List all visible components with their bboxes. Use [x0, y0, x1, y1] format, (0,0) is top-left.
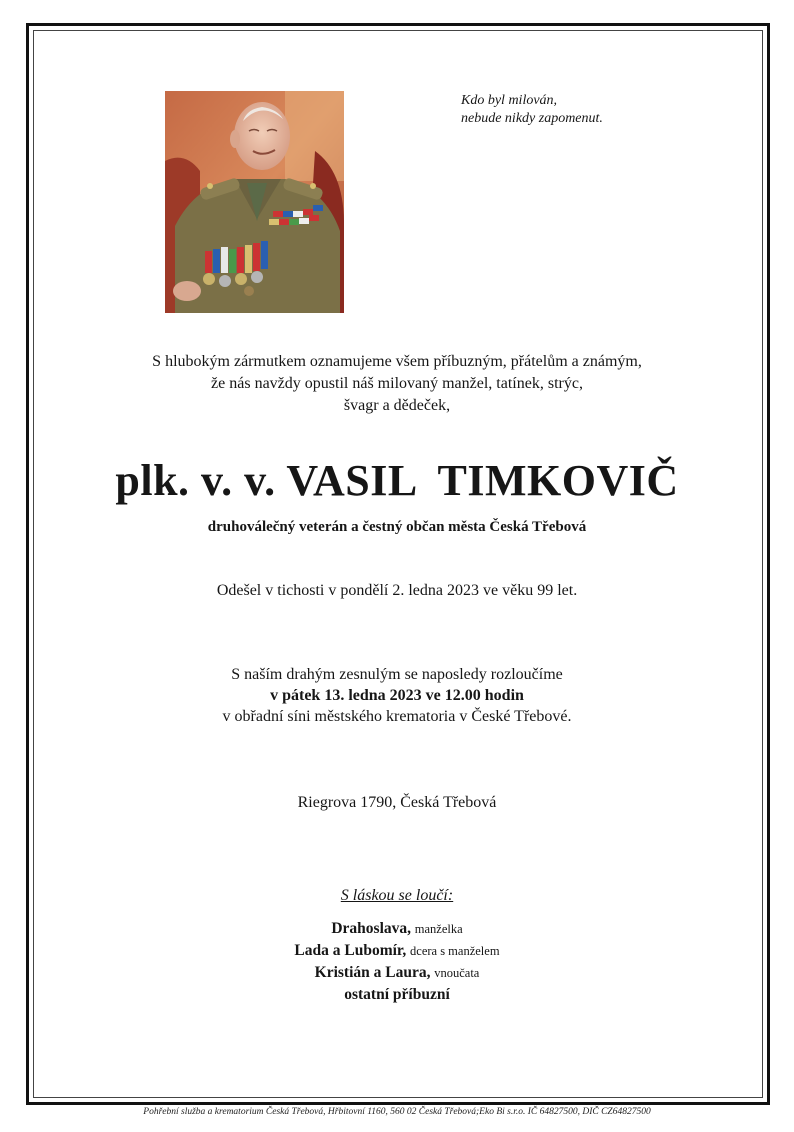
- mourner-item: [30, 918, 764, 940]
- mourner-relation: manželka: [414, 922, 463, 936]
- intro-line-3: švagr a dědeček,: [343, 397, 451, 414]
- mourner-name: Drahoslava,: [331, 920, 412, 937]
- ceremony-info: [30, 664, 764, 727]
- motto-line-2: nebude nikdy zapomenut.: [461, 111, 603, 126]
- deceased-name: plk. v. v. VASIL TIMKOVIČ: [115, 456, 679, 505]
- farewell-heading: S láskou se loučí:: [340, 887, 454, 904]
- portrait-photo: [165, 91, 344, 313]
- intro-line-2: že nás navždy opustil náš milovaný manžel, tatínek, strýc,: [211, 375, 583, 392]
- mourner-item: [30, 984, 764, 1006]
- funeral-service-footer: Pohřební služba a krematorium Česká Třebová, Hřbitovní 1160, 560 02 Česká Třebová;Eko Bi s.r.o. IČ 64827500, DIČ CZ64827500: [143, 1107, 651, 1117]
- mourner-item: [30, 962, 764, 984]
- mourner-relation: vnoučata: [434, 966, 480, 980]
- mourner-name: Lada a Lubomír,: [294, 942, 407, 959]
- mourner-relation: dcera s manželem: [410, 944, 500, 958]
- ceremony-line-1: S naším drahým zesnulým se naposledy rozloučíme: [231, 666, 563, 683]
- mourners-list: [30, 918, 764, 1006]
- motto-line-1: Kdo byl milován,: [461, 93, 558, 108]
- ceremony-place: v obřadní síni městského krematoria v České Třebové.: [222, 708, 572, 725]
- mourner-item: [30, 940, 764, 962]
- mourner-name: ostatní příbuzní: [344, 986, 450, 1003]
- announcement-text: [30, 351, 764, 417]
- departure-notice: Odešel v tichosti v pondělí 2. ledna 2023 ve věku 99 let.: [216, 582, 578, 599]
- address: Riegrova 1790, Česká Třebová: [297, 794, 497, 811]
- intro-line-1: S hlubokým zármutkem oznamujeme všem příbuzným, přátelům a známým,: [152, 353, 642, 370]
- mourner-name: Kristián a Laura,: [314, 964, 431, 981]
- deceased-title: druhoválečný veterán a čestný občan města Česká Třebová: [207, 519, 587, 535]
- motto-quote: [461, 92, 603, 128]
- ceremony-date-time: v pátek 13. ledna 2023 ve 12.00 hodin: [270, 687, 524, 704]
